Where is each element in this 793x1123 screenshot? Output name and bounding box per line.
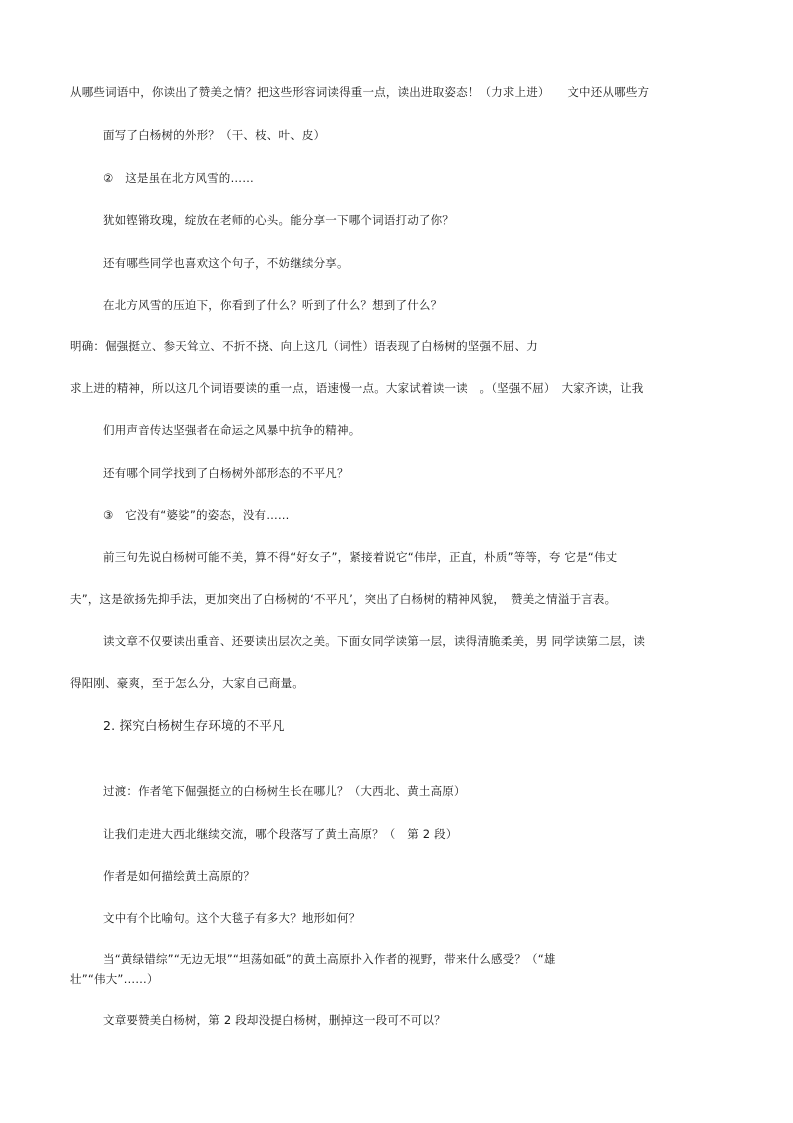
text-line: 在北方风雪的压迫下，你看到了什么？听到了什么？想到了什么？ [103, 298, 443, 312]
text-line: 明确：倔强挺立、参天耸立、不折不挠、向上这几（词性）语表现了白杨树的坚强不屈、力 [70, 339, 538, 353]
text-line: 面写了白杨树的外形？（干、枝、叶、皮） [103, 128, 326, 142]
text-line: 夫”，这是欲扬先抑手法，更加突出了白杨树的‘不平凡’，突出了白杨树的精神风貌， 赞美之情溢于言表。 [70, 592, 617, 606]
text-line: ③ 它没有“婆娑”的姿态，没有…… [103, 508, 290, 522]
text-line: 读文章不仅要读出重音、还要读出层次之美。下面女同学读第一层，读得清脆柔美，男 同学读第二层，读 [103, 634, 646, 648]
section-heading: 2. 探究白杨树生存环境的不平凡 [103, 718, 285, 733]
text-line: 作者是如何描绘黄土高原的？ [103, 869, 256, 883]
text-line: 还有哪个同学找到了白杨树外部形态的不平凡？ [103, 466, 349, 480]
text-line: 们用声音传达坚强者在命运之风暴中抗争的精神。 [103, 423, 361, 437]
text-line: 当“黄绿错综”“无边无垠”“坦荡如砥”的黄土高原扑入作者的视野，带来什么感受？（“雄 [103, 952, 556, 966]
text-line: 还有哪些同学也喜欢这个句子，不妨继续分享。 [103, 256, 349, 270]
text-line: 文章要赞美白杨树，第 2 段却没提白杨树，删掉这一段可不可以？ [103, 1013, 446, 1027]
text-line: 文中有个比喻句。这个大毯子有多大？地形如何？ [103, 911, 361, 925]
text-line: 前三句先说白杨树可能不美，算不得“好女子”，紧接着说它“伟岸，正直，朴质”等等，夸 它是“伟丈 [103, 550, 618, 564]
text-line: 犹如铿锵玫瑰，绽放在老师的心头。能分享一下哪个词语打动了你？ [103, 213, 454, 227]
text-line: 让我们走进大西北继续交流，哪个段落写了黄土高原？（ 第 2 段） [103, 827, 458, 841]
text-line: 得阳刚、豪爽，至于怎么分，大家自己商量。 [70, 676, 304, 690]
text-line: ② 这是虽在北方风雪的…… [103, 171, 254, 185]
text-line: 过渡：作者笔下倔强挺立的白杨树生长在哪儿？（大西北、黄土高原） [103, 784, 466, 798]
text-line: 求上进的精神，所以这几个词语要读的重一点，语速慢一点。大家试着读一读 。（坚强不屈） 大家齐读，让我 [70, 381, 644, 395]
text-line: 从哪些词语中，你读出了赞美之情？把这些形容词读得重一点，读出进取姿态！（力求上进） 文中还从哪些方 [70, 85, 650, 99]
text-line: 壮”“伟大”……） [70, 972, 159, 986]
